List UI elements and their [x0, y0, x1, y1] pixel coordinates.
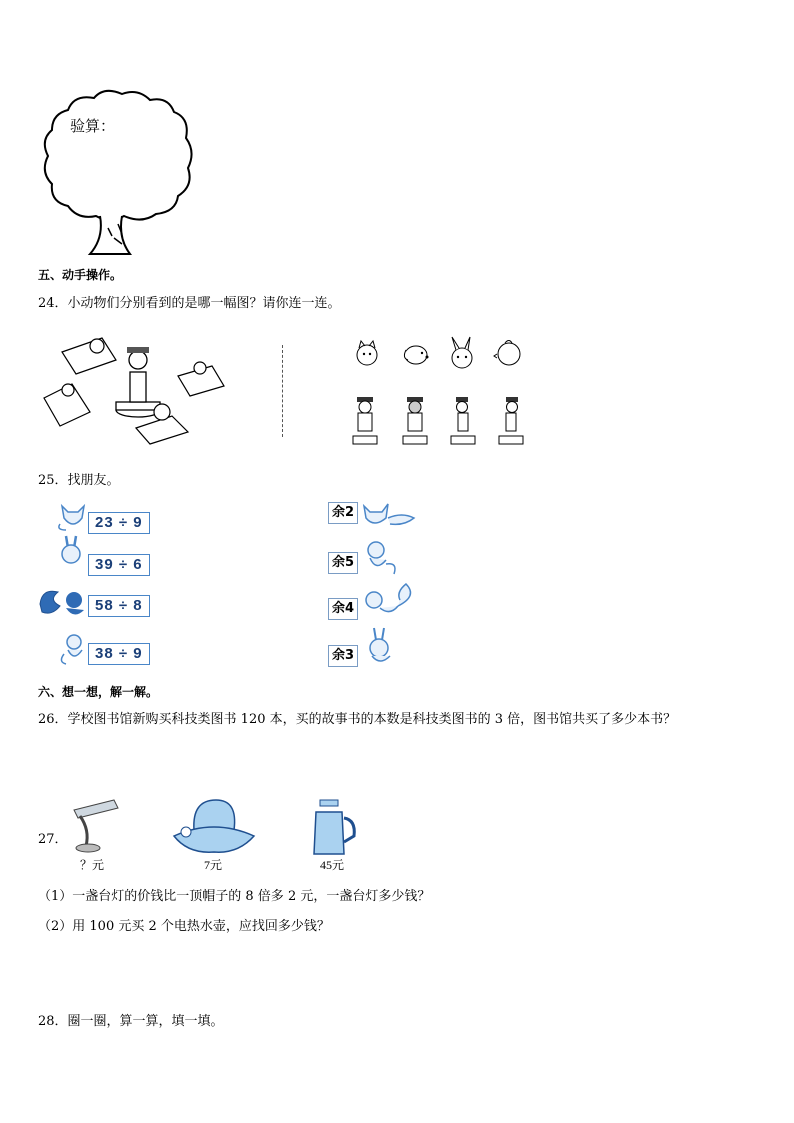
police-figure-back-icon — [402, 396, 428, 446]
question-27-number: 27． — [38, 832, 68, 847]
monkey-icon-right — [360, 538, 400, 578]
desk-lamp-price: ？元 — [80, 858, 105, 872]
division-card-4[interactable]: 38 ÷ 9 — [88, 643, 150, 665]
rabbit-icon-right — [360, 624, 404, 668]
question-24: 24．小动物们分别看到的是哪一幅图？请你连一连。 — [38, 296, 341, 311]
check-label: 验算： — [70, 117, 116, 135]
fox-icon-right — [360, 496, 416, 530]
cat-head-icon — [352, 338, 382, 368]
kettle-icon — [310, 798, 360, 856]
animals-scene — [42, 332, 252, 444]
dog-head-icon — [400, 338, 430, 368]
division-card-1[interactable]: 23 ÷ 9 — [88, 512, 150, 534]
police-figure-left-icon — [450, 396, 476, 446]
fox-icon — [56, 500, 90, 532]
question-27-sub-1: （1）一盏台灯的价钱比一顶帽子的 8 倍多 2 元，一盏台灯多少钱？ — [38, 889, 431, 904]
squirrel-icon-right — [360, 582, 416, 622]
monkey-icon — [58, 632, 92, 666]
question-25: 25．找朋友。 — [38, 473, 120, 488]
division-card-3[interactable]: 58 ÷ 8 — [88, 595, 150, 617]
police-figure-right-icon — [498, 396, 524, 446]
hat-price: 7元 — [204, 858, 223, 872]
remainder-card-1[interactable]: 余2 — [328, 502, 358, 524]
section-5-title: 五、动手操作。 — [38, 268, 123, 282]
kettle-price: 45元 — [320, 858, 345, 872]
tree-illustration — [38, 88, 198, 258]
question-28: 28．圈一圈，算一算，填一填。 — [38, 1014, 224, 1029]
hat-icon — [172, 796, 256, 856]
desk-lamp-icon — [66, 798, 122, 854]
division-card-2[interactable]: 39 ÷ 6 — [88, 554, 150, 576]
chick-head-icon — [494, 338, 524, 368]
rabbit-head-icon — [446, 336, 478, 370]
rabbit-icon — [56, 534, 90, 568]
remainder-card-4[interactable]: 余3 — [328, 645, 358, 667]
remainder-card-3[interactable]: 余4 — [328, 598, 358, 620]
question-26: 26．学校图书馆新购买科技类图书 120 本，买的故事书的本数是科技类图书的 3 倍，图书馆共买了多少本书？ — [38, 712, 677, 727]
animal-heads-row — [352, 336, 532, 370]
dashed-divider — [282, 345, 283, 437]
question-27-sub-2: （2）用 100 元买 2 个电热水壶，应找回多少钱？ — [38, 919, 330, 934]
figures-row — [352, 396, 532, 446]
remainder-card-2[interactable]: 余5 — [328, 552, 358, 574]
section-6-title: 六、想一想，解一解。 — [38, 685, 159, 699]
squirrel-icon — [38, 586, 90, 620]
police-figure-front-icon — [352, 396, 378, 446]
